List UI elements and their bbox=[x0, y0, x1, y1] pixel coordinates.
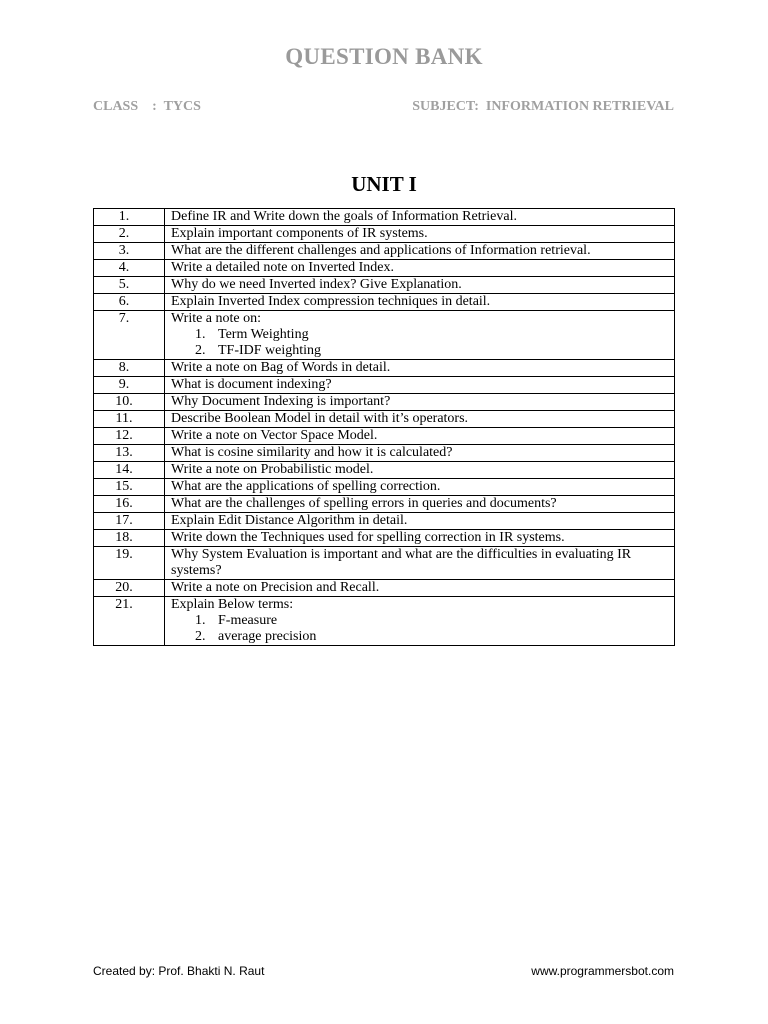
question-number: 6. bbox=[94, 294, 165, 311]
question-cell bbox=[165, 513, 675, 530]
question-cell bbox=[165, 496, 675, 513]
footer-website: www.programmersbot.com bbox=[531, 964, 674, 978]
question-number: 12. bbox=[94, 428, 165, 445]
sub-item-text: Term Weighting bbox=[218, 327, 309, 342]
question-row bbox=[94, 277, 675, 294]
question-text: Write a note on Probabilistic model. bbox=[171, 462, 374, 477]
subject-value: INFORMATION RETRIEVAL bbox=[485, 99, 674, 114]
question-cell bbox=[165, 479, 675, 496]
sub-item bbox=[171, 327, 670, 343]
question-number: 4. bbox=[94, 260, 165, 277]
question-cell bbox=[165, 580, 675, 597]
question-row bbox=[94, 428, 675, 445]
question-row bbox=[94, 496, 675, 513]
question-cell bbox=[165, 530, 675, 547]
class-value: TYCS bbox=[163, 99, 201, 114]
question-cell bbox=[165, 445, 675, 462]
question-cell bbox=[165, 394, 675, 411]
question-text: Write down the Techniques used for spelling correction in IR systems. bbox=[171, 530, 565, 545]
question-row bbox=[94, 411, 675, 428]
sub-item-number: 1. bbox=[195, 327, 206, 342]
question-cell bbox=[165, 311, 675, 360]
question-row bbox=[94, 513, 675, 530]
question-cell bbox=[165, 462, 675, 479]
question-text: What are the applications of spelling correction. bbox=[171, 479, 441, 494]
question-number: 17. bbox=[94, 513, 165, 530]
footer-author: Created by: Prof. Bhakti N. Raut bbox=[93, 964, 265, 978]
question-text: Why do we need Inverted index? Give Explanation. bbox=[171, 277, 462, 292]
question-cell bbox=[165, 226, 675, 243]
question-row bbox=[94, 260, 675, 277]
question-text: Explain Below terms: bbox=[171, 597, 294, 612]
question-number: 9. bbox=[94, 377, 165, 394]
sub-item-number: 2. bbox=[195, 629, 206, 644]
question-cell bbox=[165, 260, 675, 277]
question-cell bbox=[165, 547, 675, 580]
sub-item-text: F-measure bbox=[218, 613, 278, 628]
question-row bbox=[94, 360, 675, 377]
question-table-body bbox=[94, 209, 675, 646]
question-number: 1. bbox=[94, 209, 165, 226]
question-row bbox=[94, 479, 675, 496]
question-row bbox=[94, 445, 675, 462]
question-number: 15. bbox=[94, 479, 165, 496]
question-cell bbox=[165, 209, 675, 226]
question-text: Write a note on: bbox=[171, 311, 262, 326]
question-text: Write a detailed note on Inverted Index. bbox=[171, 260, 394, 275]
question-text: Write a note on Bag of Words in detail. bbox=[171, 360, 391, 375]
class-label: CLASS bbox=[93, 99, 139, 114]
question-number: 18. bbox=[94, 530, 165, 547]
question-text: Why System Evaluation is important and what are the difficulties in evaluating IR systems? bbox=[171, 547, 632, 578]
question-cell bbox=[165, 277, 675, 294]
question-text: Define IR and Write down the goals of Information Retrieval. bbox=[171, 209, 517, 224]
question-text: What is cosine similarity and how it is calculated? bbox=[171, 445, 453, 460]
question-row bbox=[94, 462, 675, 479]
question-cell bbox=[165, 597, 675, 646]
question-row bbox=[94, 209, 675, 226]
question-number: 20. bbox=[94, 580, 165, 597]
sub-item bbox=[171, 613, 670, 629]
question-row bbox=[94, 530, 675, 547]
question-row bbox=[94, 226, 675, 243]
question-row bbox=[94, 597, 675, 646]
sub-item bbox=[171, 629, 670, 645]
sub-item-number: 1. bbox=[195, 613, 206, 628]
question-cell bbox=[165, 294, 675, 311]
question-row bbox=[94, 311, 675, 360]
question-number: 16. bbox=[94, 496, 165, 513]
unit-heading: UNIT I bbox=[351, 172, 417, 196]
sub-item-text: average precision bbox=[218, 629, 317, 644]
question-cell bbox=[165, 428, 675, 445]
question-number: 11. bbox=[94, 411, 165, 428]
subject-label: SUBJECT: bbox=[412, 99, 479, 114]
question-number: 2. bbox=[94, 226, 165, 243]
question-number: 5. bbox=[94, 277, 165, 294]
question-text: Describe Boolean Model in detail with it’s operators. bbox=[171, 411, 469, 426]
question-number: 7. bbox=[94, 311, 165, 360]
question-number: 13. bbox=[94, 445, 165, 462]
sub-item bbox=[171, 343, 670, 359]
question-number: 14. bbox=[94, 462, 165, 479]
question-cell bbox=[165, 243, 675, 260]
question-text: Explain Inverted Index compression techniques in detail. bbox=[171, 294, 491, 309]
class-info: CLASS : TYCS bbox=[93, 99, 201, 114]
question-number: 8. bbox=[94, 360, 165, 377]
sub-item-text: TF-IDF weighting bbox=[218, 343, 322, 358]
question-number: 10. bbox=[94, 394, 165, 411]
question-text: Write a note on Vector Space Model. bbox=[171, 428, 378, 443]
question-table bbox=[93, 208, 675, 646]
question-text: Write a note on Precision and Recall. bbox=[171, 580, 380, 595]
question-number: 19. bbox=[94, 547, 165, 580]
question-text: What is document indexing? bbox=[171, 377, 332, 392]
question-row bbox=[94, 377, 675, 394]
question-cell bbox=[165, 360, 675, 377]
question-row bbox=[94, 294, 675, 311]
question-text: Why Document Indexing is important? bbox=[171, 394, 391, 409]
subject-info bbox=[412, 99, 674, 115]
question-cell bbox=[165, 411, 675, 428]
question-text: Explain important components of IR systems. bbox=[171, 226, 428, 241]
document-title: QUESTION BANK bbox=[285, 44, 483, 69]
question-row bbox=[94, 580, 675, 597]
question-row bbox=[94, 547, 675, 580]
question-text: Explain Edit Distance Algorithm in detail. bbox=[171, 513, 408, 528]
question-row bbox=[94, 394, 675, 411]
question-text: What are the challenges of spelling errors in queries and documents? bbox=[171, 496, 557, 511]
question-number: 21. bbox=[94, 597, 165, 646]
question-text: What are the different challenges and applications of Information retrieval. bbox=[171, 243, 591, 258]
question-cell bbox=[165, 377, 675, 394]
question-number: 3. bbox=[94, 243, 165, 260]
question-row bbox=[94, 243, 675, 260]
sub-item-number: 2. bbox=[195, 343, 206, 358]
